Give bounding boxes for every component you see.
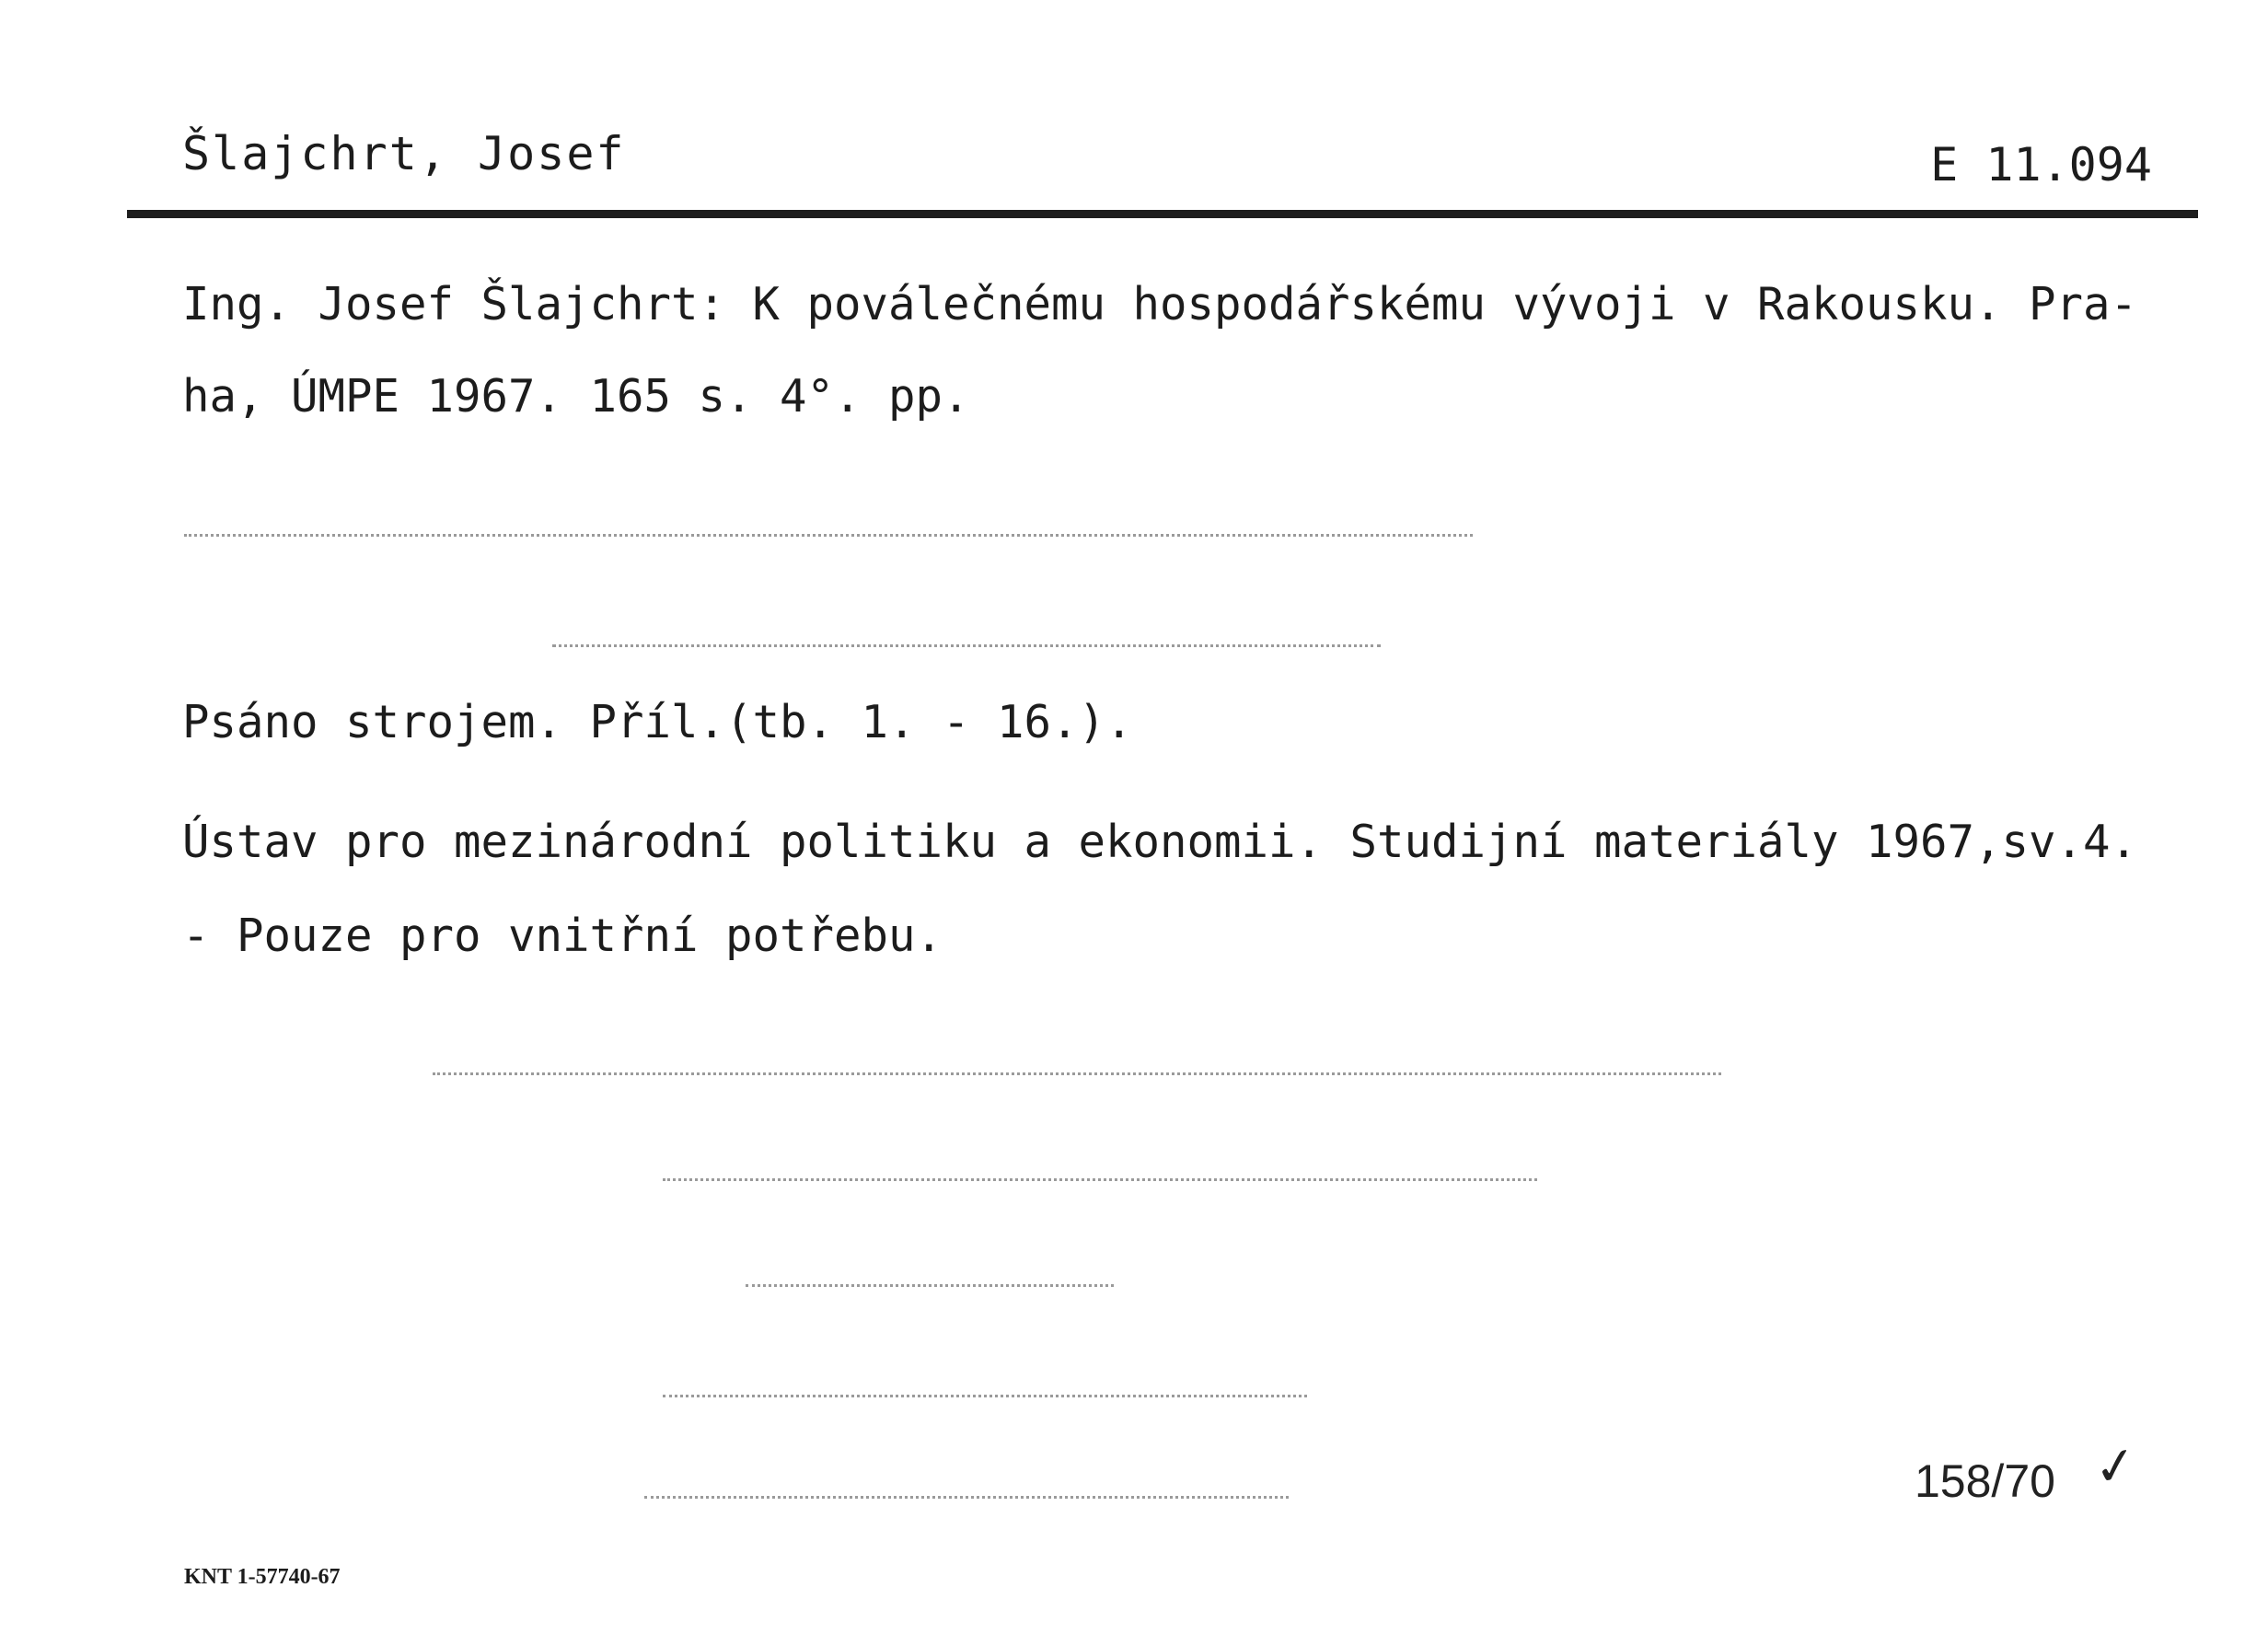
description-line-2: ha, ÚMPE 1967. 165 s. 4°. pp. xyxy=(182,370,970,423)
heading-rule xyxy=(127,210,2198,218)
guide-line xyxy=(184,534,1473,539)
author-heading: Šlajchrt, Josef xyxy=(182,127,626,180)
guide-line xyxy=(644,1496,1289,1501)
note-line-3: - Pouze pro vnitřní potřebu. xyxy=(182,910,943,962)
call-number: E 11.094 xyxy=(1930,138,2152,191)
catalog-mark: 158/70 xyxy=(1915,1455,2055,1507)
guide-line xyxy=(663,1395,1307,1399)
guide-line xyxy=(433,1072,1721,1077)
note-line-1: Psáno strojem. Příl.(tb. 1. - 16.). xyxy=(182,696,1133,748)
printer-code: KNT 1-57740-67 xyxy=(184,1565,341,1589)
description-line-1: Ing. Josef Šlajchrt: K poválečnému hospodářskému vývoji v Rakousku. Pra- xyxy=(182,278,2138,330)
guide-line xyxy=(663,1178,1537,1183)
guide-line xyxy=(552,644,1381,649)
guide-line xyxy=(746,1284,1114,1289)
check-mark-icon: ✓ xyxy=(2089,1434,2142,1498)
note-line-2: Ústav pro mezinárodní politiku a ekonomii. Studijní materiály 1967,sv.4. xyxy=(182,816,2138,868)
